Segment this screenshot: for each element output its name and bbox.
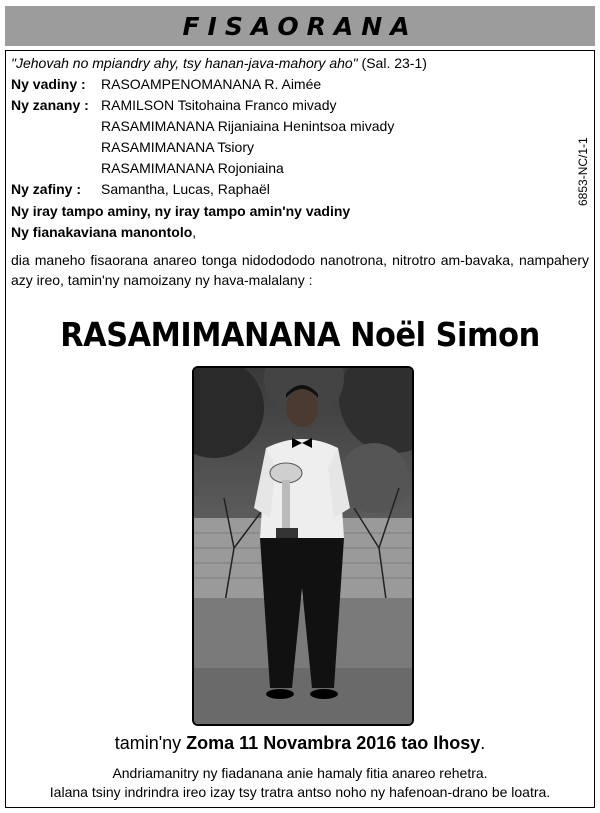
fianakaviana-bold: Ny fianakaviana manontolo bbox=[11, 224, 193, 240]
zafiny-label: Ny zafiny : bbox=[11, 181, 82, 197]
date-bold: Zoma 11 Novambra 2016 tao Ihosy bbox=[186, 733, 481, 753]
thanks-paragraph: dia maneho fisaorana anareo tonga nidodododo nanotrona, nitrotro am-bavaka, nampahery azy ireo, tamin'ny namoizany ny hava-malalany : bbox=[11, 252, 589, 288]
date-prefix: tamin'ny bbox=[114, 733, 187, 753]
zanany-item: RASAMIMANANA Rojoniaina bbox=[101, 160, 284, 176]
zanany-item: RASAMIMANANA Tsiory bbox=[101, 139, 254, 155]
bible-quote bbox=[11, 55, 427, 72]
zafiny-value: Samantha, Lucas, Raphaël bbox=[101, 181, 270, 197]
date-suffix: . bbox=[480, 733, 486, 753]
deceased-name: RASAMIMANANA Noël Simon bbox=[60, 315, 540, 354]
vadiny-value: RASOAMPENOMANANA R. Aimée bbox=[101, 76, 322, 92]
fianakaviana-rest: , bbox=[192, 224, 197, 240]
quote-text: "Jehovah no mpiandry ahy, tsy hanan-java-mahory aho" bbox=[11, 55, 358, 71]
ad-reference-code: 6853-NC/1-1 bbox=[576, 137, 590, 206]
footer-line-2: Ialana tsiny indrindra ireo izay tsy tratra antso noho ny hafenoan-drano be loatra. bbox=[49, 784, 551, 800]
zanany-item: RASAMIMANANA Rijaniaina Henintsoa mivady bbox=[101, 118, 395, 134]
footer-line-1: Andriamanitry ny fiadanana anie hamaly fitia anareo rehetra. bbox=[112, 765, 488, 781]
memorial-photo bbox=[192, 366, 414, 726]
zanany-label: Ny zanany : bbox=[11, 97, 89, 113]
fianakaviana-line bbox=[11, 224, 196, 241]
quote-ref: (Sal. 23-1) bbox=[361, 55, 427, 71]
header-title: FISAORANA bbox=[182, 11, 418, 41]
zanany-item: RAMILSON Tsitohaina Franco mivady bbox=[101, 97, 337, 113]
header-banner bbox=[5, 6, 595, 46]
vadiny-label: Ny vadiny : bbox=[11, 76, 86, 92]
date-line bbox=[0, 733, 600, 754]
iray-tampo-line: Ny iray tampo aminy, ny iray tampo amin'ny vadiny bbox=[11, 203, 351, 219]
